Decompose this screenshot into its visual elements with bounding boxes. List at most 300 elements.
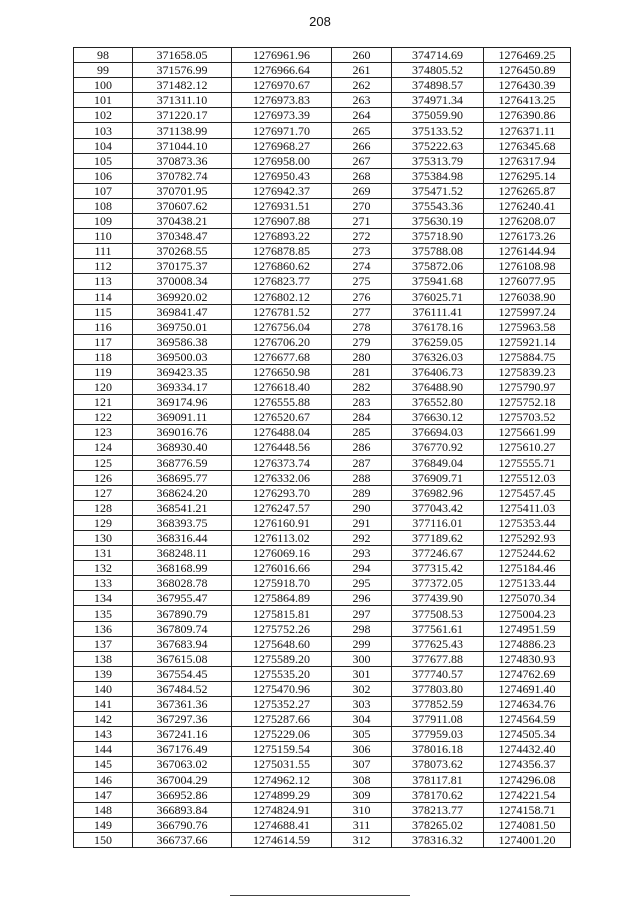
point-number-cell: 102 <box>74 108 133 123</box>
point-number-cell: 282 <box>332 380 392 395</box>
y-coordinate-cell: 1276345.68 <box>484 138 571 153</box>
point-number-cell: 279 <box>332 334 392 349</box>
y-coordinate-cell: 1276555.88 <box>232 395 332 410</box>
point-number-cell: 114 <box>74 289 133 304</box>
x-coordinate-cell: 371311.10 <box>133 93 232 108</box>
table-row <box>74 712 571 727</box>
table-row <box>74 198 571 213</box>
table-row <box>74 802 571 817</box>
x-coordinate-cell: 377740.57 <box>392 666 484 681</box>
y-coordinate-cell: 1276413.25 <box>484 93 571 108</box>
point-number-cell: 261 <box>332 63 392 78</box>
y-coordinate-cell: 1276173.26 <box>484 229 571 244</box>
x-coordinate-cell: 371658.05 <box>133 48 232 63</box>
x-coordinate-cell: 376025.71 <box>392 289 484 304</box>
x-coordinate-cell: 375872.06 <box>392 259 484 274</box>
page-number: 208 <box>309 14 331 29</box>
y-coordinate-cell: 1274158.71 <box>484 802 571 817</box>
y-coordinate-cell: 1275070.34 <box>484 591 571 606</box>
point-number-cell: 130 <box>74 531 133 546</box>
y-coordinate-cell: 1274824.91 <box>232 802 332 817</box>
coordinates-table-body <box>74 48 571 848</box>
y-coordinate-cell: 1276802.12 <box>232 289 332 304</box>
x-coordinate-cell: 367241.16 <box>133 727 232 742</box>
x-coordinate-cell: 378117.81 <box>392 772 484 787</box>
point-number-cell: 263 <box>332 93 392 108</box>
table-row <box>74 395 571 410</box>
point-number-cell: 294 <box>332 561 392 576</box>
y-coordinate-cell: 1276950.43 <box>232 168 332 183</box>
table-row <box>74 832 571 847</box>
point-number-cell: 129 <box>74 515 133 530</box>
x-coordinate-cell: 377315.42 <box>392 561 484 576</box>
x-coordinate-cell: 378016.18 <box>392 742 484 757</box>
y-coordinate-cell: 1276970.67 <box>232 78 332 93</box>
y-coordinate-cell: 1276373.74 <box>232 455 332 470</box>
y-coordinate-cell: 1275512.03 <box>484 470 571 485</box>
y-coordinate-cell: 1276823.77 <box>232 274 332 289</box>
y-coordinate-cell: 1276069.16 <box>232 546 332 561</box>
x-coordinate-cell: 376630.12 <box>392 410 484 425</box>
table-row <box>74 108 571 123</box>
y-coordinate-cell: 1275184.46 <box>484 561 571 576</box>
point-number-cell: 269 <box>332 183 392 198</box>
point-number-cell: 273 <box>332 244 392 259</box>
y-coordinate-cell: 1275703.52 <box>484 410 571 425</box>
x-coordinate-cell: 375313.79 <box>392 153 484 168</box>
point-number-cell: 104 <box>74 138 133 153</box>
point-number-cell: 142 <box>74 712 133 727</box>
x-coordinate-cell: 366893.84 <box>133 802 232 817</box>
x-coordinate-cell: 367063.02 <box>133 757 232 772</box>
point-number-cell: 265 <box>332 123 392 138</box>
point-number-cell: 113 <box>74 274 133 289</box>
point-number-cell: 99 <box>74 63 133 78</box>
y-coordinate-cell: 1276317.94 <box>484 153 571 168</box>
table-row <box>74 244 571 259</box>
y-coordinate-cell: 1275752.18 <box>484 395 571 410</box>
point-number-cell: 280 <box>332 349 392 364</box>
table-row <box>74 515 571 530</box>
point-number-cell: 268 <box>332 168 392 183</box>
point-number-cell: 290 <box>332 500 392 515</box>
table-row <box>74 229 571 244</box>
table-row <box>74 93 571 108</box>
x-coordinate-cell: 371220.17 <box>133 108 232 123</box>
x-coordinate-cell: 366952.86 <box>133 787 232 802</box>
table-row <box>74 591 571 606</box>
table-row <box>74 168 571 183</box>
x-coordinate-cell: 369586.38 <box>133 334 232 349</box>
table-row <box>74 319 571 334</box>
y-coordinate-cell: 1275159.54 <box>232 742 332 757</box>
point-number-cell: 139 <box>74 666 133 681</box>
table-row <box>74 500 571 515</box>
table-row <box>74 183 571 198</box>
point-number-cell: 278 <box>332 319 392 334</box>
y-coordinate-cell: 1275918.70 <box>232 576 332 591</box>
x-coordinate-cell: 367955.47 <box>133 591 232 606</box>
y-coordinate-cell: 1274614.59 <box>232 832 332 847</box>
y-coordinate-cell: 1276618.40 <box>232 380 332 395</box>
x-coordinate-cell: 375718.90 <box>392 229 484 244</box>
y-coordinate-cell: 1275133.44 <box>484 576 571 591</box>
y-coordinate-cell: 1275353.44 <box>484 515 571 530</box>
point-number-cell: 109 <box>74 214 133 229</box>
y-coordinate-cell: 1276520.67 <box>232 410 332 425</box>
table-row <box>74 304 571 319</box>
x-coordinate-cell: 377803.80 <box>392 681 484 696</box>
x-coordinate-cell: 371044.10 <box>133 138 232 153</box>
y-coordinate-cell: 1275244.62 <box>484 546 571 561</box>
x-coordinate-cell: 368028.78 <box>133 576 232 591</box>
x-coordinate-cell: 374805.52 <box>392 63 484 78</box>
table-row <box>74 727 571 742</box>
y-coordinate-cell: 1276966.64 <box>232 63 332 78</box>
point-number-cell: 144 <box>74 742 133 757</box>
table-row <box>74 817 571 832</box>
point-number-cell: 150 <box>74 832 133 847</box>
point-number-cell: 277 <box>332 304 392 319</box>
table-row <box>74 274 571 289</box>
y-coordinate-cell: 1276016.66 <box>232 561 332 576</box>
y-coordinate-cell: 1276293.70 <box>232 485 332 500</box>
x-coordinate-cell: 370175.37 <box>133 259 232 274</box>
x-coordinate-cell: 368624.20 <box>133 485 232 500</box>
y-coordinate-cell: 1274564.59 <box>484 712 571 727</box>
point-number-cell: 310 <box>332 802 392 817</box>
point-number-cell: 122 <box>74 410 133 425</box>
x-coordinate-cell: 376488.90 <box>392 380 484 395</box>
y-coordinate-cell: 1274221.54 <box>484 787 571 802</box>
point-number-cell: 298 <box>332 621 392 636</box>
point-number-cell: 140 <box>74 681 133 696</box>
x-coordinate-cell: 376552.80 <box>392 395 484 410</box>
table-row <box>74 153 571 168</box>
y-coordinate-cell: 1275589.20 <box>232 651 332 666</box>
x-coordinate-cell: 369174.96 <box>133 395 232 410</box>
y-coordinate-cell: 1274296.08 <box>484 772 571 787</box>
point-number-cell: 260 <box>332 48 392 63</box>
y-coordinate-cell: 1275470.96 <box>232 681 332 696</box>
point-number-cell: 288 <box>332 470 392 485</box>
table-row <box>74 546 571 561</box>
x-coordinate-cell: 375471.52 <box>392 183 484 198</box>
table-row <box>74 289 571 304</box>
x-coordinate-cell: 374898.57 <box>392 78 484 93</box>
x-coordinate-cell: 370782.74 <box>133 168 232 183</box>
x-coordinate-cell: 374714.69 <box>392 48 484 63</box>
table-row <box>74 259 571 274</box>
x-coordinate-cell: 368930.40 <box>133 440 232 455</box>
point-number-cell: 275 <box>332 274 392 289</box>
point-number-cell: 137 <box>74 636 133 651</box>
x-coordinate-cell: 374971.34 <box>392 93 484 108</box>
x-coordinate-cell: 375133.52 <box>392 123 484 138</box>
x-coordinate-cell: 376770.92 <box>392 440 484 455</box>
x-coordinate-cell: 376406.73 <box>392 364 484 379</box>
point-number-cell: 266 <box>332 138 392 153</box>
table-row <box>74 697 571 712</box>
x-coordinate-cell: 378213.77 <box>392 802 484 817</box>
x-coordinate-cell: 376694.03 <box>392 425 484 440</box>
point-number-cell: 264 <box>332 108 392 123</box>
table-row <box>74 606 571 621</box>
y-coordinate-cell: 1276077.95 <box>484 274 571 289</box>
x-coordinate-cell: 376259.05 <box>392 334 484 349</box>
x-coordinate-cell: 367615.08 <box>133 651 232 666</box>
x-coordinate-cell: 367004.29 <box>133 772 232 787</box>
y-coordinate-cell: 1275229.06 <box>232 727 332 742</box>
point-number-cell: 286 <box>332 440 392 455</box>
y-coordinate-cell: 1276450.89 <box>484 63 571 78</box>
table-row <box>74 621 571 636</box>
y-coordinate-cell: 1276968.27 <box>232 138 332 153</box>
x-coordinate-cell: 367890.79 <box>133 606 232 621</box>
x-coordinate-cell: 377677.88 <box>392 651 484 666</box>
y-coordinate-cell: 1275610.27 <box>484 440 571 455</box>
x-coordinate-cell: 375630.19 <box>392 214 484 229</box>
x-coordinate-cell: 377246.67 <box>392 546 484 561</box>
x-coordinate-cell: 377911.08 <box>392 712 484 727</box>
y-coordinate-cell: 1274951.59 <box>484 621 571 636</box>
y-coordinate-cell: 1274505.34 <box>484 727 571 742</box>
point-number-cell: 123 <box>74 425 133 440</box>
point-number-cell: 301 <box>332 666 392 681</box>
y-coordinate-cell: 1275790.97 <box>484 380 571 395</box>
x-coordinate-cell: 376326.03 <box>392 349 484 364</box>
x-coordinate-cell: 367484.52 <box>133 681 232 696</box>
table-row <box>74 757 571 772</box>
x-coordinate-cell: 366737.66 <box>133 832 232 847</box>
table-row <box>74 485 571 500</box>
y-coordinate-cell: 1275864.89 <box>232 591 332 606</box>
x-coordinate-cell: 375059.90 <box>392 108 484 123</box>
point-number-cell: 306 <box>332 742 392 757</box>
point-number-cell: 119 <box>74 364 133 379</box>
y-coordinate-cell: 1274830.93 <box>484 651 571 666</box>
point-number-cell: 115 <box>74 304 133 319</box>
y-coordinate-cell: 1275661.99 <box>484 425 571 440</box>
x-coordinate-cell: 376982.96 <box>392 485 484 500</box>
y-coordinate-cell: 1274899.29 <box>232 787 332 802</box>
point-number-cell: 149 <box>74 817 133 832</box>
point-number-cell: 116 <box>74 319 133 334</box>
x-coordinate-cell: 370268.55 <box>133 244 232 259</box>
table-row <box>74 364 571 379</box>
x-coordinate-cell: 376849.04 <box>392 455 484 470</box>
y-coordinate-cell: 1276781.52 <box>232 304 332 319</box>
table-row <box>74 425 571 440</box>
y-coordinate-cell: 1276371.11 <box>484 123 571 138</box>
x-coordinate-cell: 378170.62 <box>392 787 484 802</box>
y-coordinate-cell: 1276240.41 <box>484 198 571 213</box>
x-coordinate-cell: 371576.99 <box>133 63 232 78</box>
point-number-cell: 108 <box>74 198 133 213</box>
x-coordinate-cell: 378073.62 <box>392 757 484 772</box>
y-coordinate-cell: 1274001.20 <box>484 832 571 847</box>
x-coordinate-cell: 370438.21 <box>133 214 232 229</box>
x-coordinate-cell: 375222.63 <box>392 138 484 153</box>
y-coordinate-cell: 1276973.39 <box>232 108 332 123</box>
y-coordinate-cell: 1274688.41 <box>232 817 332 832</box>
point-number-cell: 101 <box>74 93 133 108</box>
y-coordinate-cell: 1275963.58 <box>484 319 571 334</box>
point-number-cell: 124 <box>74 440 133 455</box>
table-row <box>74 410 571 425</box>
x-coordinate-cell: 378265.02 <box>392 817 484 832</box>
table-row <box>74 334 571 349</box>
y-coordinate-cell: 1276247.57 <box>232 500 332 515</box>
y-coordinate-cell: 1276295.14 <box>484 168 571 183</box>
x-coordinate-cell: 376909.71 <box>392 470 484 485</box>
x-coordinate-cell: 377625.43 <box>392 636 484 651</box>
y-coordinate-cell: 1276113.02 <box>232 531 332 546</box>
table-row <box>74 666 571 681</box>
point-number-cell: 289 <box>332 485 392 500</box>
point-number-cell: 135 <box>74 606 133 621</box>
coordinates-table <box>73 47 571 848</box>
x-coordinate-cell: 371138.99 <box>133 123 232 138</box>
point-number-cell: 281 <box>332 364 392 379</box>
point-number-cell: 147 <box>74 787 133 802</box>
y-coordinate-cell: 1274962.12 <box>232 772 332 787</box>
x-coordinate-cell: 376178.16 <box>392 319 484 334</box>
point-number-cell: 267 <box>332 153 392 168</box>
point-number-cell: 304 <box>332 712 392 727</box>
x-coordinate-cell: 377116.01 <box>392 515 484 530</box>
point-number-cell: 309 <box>332 787 392 802</box>
point-number-cell: 285 <box>332 425 392 440</box>
table-row <box>74 63 571 78</box>
y-coordinate-cell: 1276160.91 <box>232 515 332 530</box>
y-coordinate-cell: 1275292.93 <box>484 531 571 546</box>
x-coordinate-cell: 366790.76 <box>133 817 232 832</box>
x-coordinate-cell: 377959.03 <box>392 727 484 742</box>
point-number-cell: 271 <box>332 214 392 229</box>
x-coordinate-cell: 368168.99 <box>133 561 232 576</box>
y-coordinate-cell: 1275352.27 <box>232 697 332 712</box>
point-number-cell: 100 <box>74 78 133 93</box>
y-coordinate-cell: 1274432.40 <box>484 742 571 757</box>
point-number-cell: 98 <box>74 48 133 63</box>
table-row <box>74 561 571 576</box>
x-coordinate-cell: 377508.53 <box>392 606 484 621</box>
y-coordinate-cell: 1276469.25 <box>484 48 571 63</box>
y-coordinate-cell: 1276971.70 <box>232 123 332 138</box>
x-coordinate-cell: 377439.90 <box>392 591 484 606</box>
point-number-cell: 148 <box>74 802 133 817</box>
x-coordinate-cell: 369920.02 <box>133 289 232 304</box>
y-coordinate-cell: 1275997.24 <box>484 304 571 319</box>
y-coordinate-cell: 1276650.98 <box>232 364 332 379</box>
point-number-cell: 274 <box>332 259 392 274</box>
x-coordinate-cell: 371482.12 <box>133 78 232 93</box>
y-coordinate-cell: 1274762.69 <box>484 666 571 681</box>
y-coordinate-cell: 1276706.20 <box>232 334 332 349</box>
y-coordinate-cell: 1275457.45 <box>484 485 571 500</box>
x-coordinate-cell: 370873.36 <box>133 153 232 168</box>
y-coordinate-cell: 1275535.20 <box>232 666 332 681</box>
y-coordinate-cell: 1276332.06 <box>232 470 332 485</box>
point-number-cell: 312 <box>332 832 392 847</box>
x-coordinate-cell: 367361.36 <box>133 697 232 712</box>
y-coordinate-cell: 1276265.87 <box>484 183 571 198</box>
x-coordinate-cell: 369500.03 <box>133 349 232 364</box>
x-coordinate-cell: 367297.36 <box>133 712 232 727</box>
point-number-cell: 270 <box>332 198 392 213</box>
y-coordinate-cell: 1276961.96 <box>232 48 332 63</box>
point-number-cell: 143 <box>74 727 133 742</box>
point-number-cell: 141 <box>74 697 133 712</box>
y-coordinate-cell: 1275411.03 <box>484 500 571 515</box>
x-coordinate-cell: 368541.21 <box>133 500 232 515</box>
point-number-cell: 107 <box>74 183 133 198</box>
y-coordinate-cell: 1276878.85 <box>232 244 332 259</box>
x-coordinate-cell: 367809.74 <box>133 621 232 636</box>
x-coordinate-cell: 375384.98 <box>392 168 484 183</box>
y-coordinate-cell: 1276208.07 <box>484 214 571 229</box>
y-coordinate-cell: 1274356.37 <box>484 757 571 772</box>
y-coordinate-cell: 1276860.62 <box>232 259 332 274</box>
y-coordinate-cell: 1276038.90 <box>484 289 571 304</box>
table-row <box>74 380 571 395</box>
y-coordinate-cell: 1274081.50 <box>484 817 571 832</box>
point-number-cell: 300 <box>332 651 392 666</box>
x-coordinate-cell: 369091.11 <box>133 410 232 425</box>
y-coordinate-cell: 1275287.66 <box>232 712 332 727</box>
point-number-cell: 284 <box>332 410 392 425</box>
point-number-cell: 296 <box>332 591 392 606</box>
x-coordinate-cell: 367176.49 <box>133 742 232 757</box>
x-coordinate-cell: 376111.41 <box>392 304 484 319</box>
y-coordinate-cell: 1275921.14 <box>484 334 571 349</box>
point-number-cell: 146 <box>74 772 133 787</box>
point-number-cell: 132 <box>74 561 133 576</box>
point-number-cell: 308 <box>332 772 392 787</box>
x-coordinate-cell: 377372.05 <box>392 576 484 591</box>
table-row <box>74 742 571 757</box>
x-coordinate-cell: 368316.44 <box>133 531 232 546</box>
point-number-cell: 272 <box>332 229 392 244</box>
x-coordinate-cell: 368393.75 <box>133 515 232 530</box>
point-number-cell: 299 <box>332 636 392 651</box>
point-number-cell: 305 <box>332 727 392 742</box>
x-coordinate-cell: 377561.61 <box>392 621 484 636</box>
y-coordinate-cell: 1276448.56 <box>232 440 332 455</box>
point-number-cell: 276 <box>332 289 392 304</box>
x-coordinate-cell: 369750.01 <box>133 319 232 334</box>
y-coordinate-cell: 1276756.04 <box>232 319 332 334</box>
point-number-cell: 145 <box>74 757 133 772</box>
y-coordinate-cell: 1276893.22 <box>232 229 332 244</box>
table-row <box>74 636 571 651</box>
y-coordinate-cell: 1275752.26 <box>232 621 332 636</box>
y-coordinate-cell: 1275031.55 <box>232 757 332 772</box>
point-number-cell: 117 <box>74 334 133 349</box>
point-number-cell: 302 <box>332 681 392 696</box>
point-number-cell: 311 <box>332 817 392 832</box>
y-coordinate-cell: 1276907.88 <box>232 214 332 229</box>
point-number-cell: 291 <box>332 515 392 530</box>
table-row <box>74 48 571 63</box>
table-row <box>74 787 571 802</box>
x-coordinate-cell: 367683.94 <box>133 636 232 651</box>
y-coordinate-cell: 1274634.76 <box>484 697 571 712</box>
point-number-cell: 126 <box>74 470 133 485</box>
point-number-cell: 136 <box>74 621 133 636</box>
y-coordinate-cell: 1276430.39 <box>484 78 571 93</box>
